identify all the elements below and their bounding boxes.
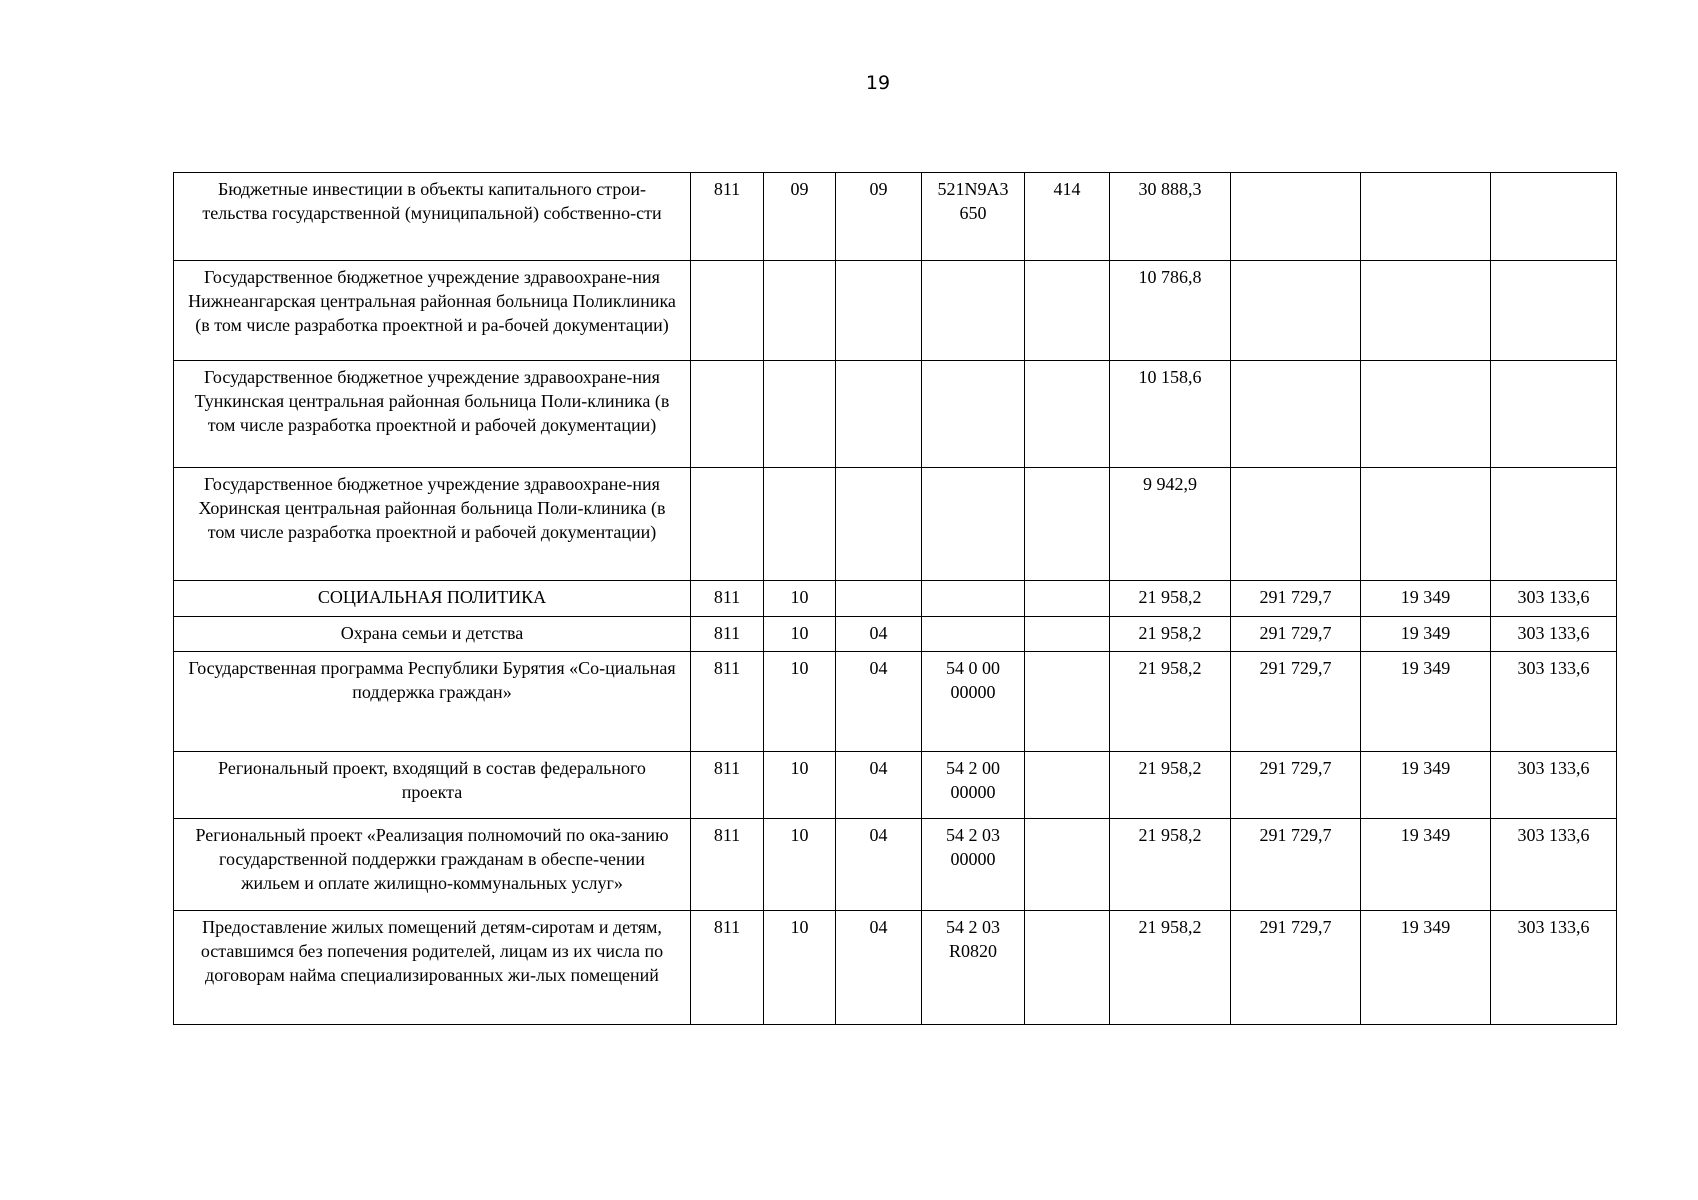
table-body [174,173,1617,1025]
row-name-cell: Предоставление жилых помещений детям-сиротам и детям, оставшимся без попечения родителей, лицам из их числа по договорам найма специализированных жи-лых помещений [174,911,691,1025]
amount-total-cell: 303 133,6 [1491,911,1617,1025]
amount-2022-cell: 10 786,8 [1110,261,1231,361]
amount-total-cell: 303 133,6 [1491,819,1617,911]
amount-total-cell [1491,468,1617,581]
code-subsection-cell: 04 [836,752,922,819]
amount-2023-cell: 291 729,7 [1231,819,1361,911]
amount-2023-cell: 291 729,7 [1231,617,1361,652]
amount-2024-cell [1361,261,1491,361]
amount-2024-cell: 19 349 [1361,911,1491,1025]
table-row [174,173,1617,261]
code-subsection-cell [836,468,922,581]
code-type-cell [1025,617,1110,652]
amount-total-cell [1491,173,1617,261]
amount-2023-cell: 291 729,7 [1231,911,1361,1025]
amount-total-cell: 303 133,6 [1491,752,1617,819]
code-section-cell: 10 [764,911,836,1025]
amount-2023-cell: 291 729,7 [1231,652,1361,752]
row-name-cell: Государственное бюджетное учреждение здравоохране-ния Хоринская центральная районная больница Поли-клиника (в том числе разработка проектной и рабочей документации) [174,468,691,581]
code-target-cell [922,581,1025,617]
table-row [174,819,1617,911]
table-row [174,617,1617,652]
row-name-cell: Государственное бюджетное учреждение здравоохране-ния Нижнеангарская центральная районная больница Поликлиника (в том числе разработка проектной и ра-бочей документации) [174,261,691,361]
row-name-cell: СОЦИАЛЬНАЯ ПОЛИТИКА [174,581,691,617]
amount-total-cell: 303 133,6 [1491,617,1617,652]
code-section-cell: 10 [764,752,836,819]
code-subsection-cell: 09 [836,173,922,261]
code-section-cell: 10 [764,819,836,911]
code-ministry-cell [691,361,764,468]
table-row [174,361,1617,468]
code-ministry-cell: 811 [691,652,764,752]
code-section-cell [764,261,836,361]
code-subsection-cell: 04 [836,819,922,911]
code-subsection-cell: 04 [836,911,922,1025]
amount-2022-cell: 21 958,2 [1110,617,1231,652]
amount-total-cell: 303 133,6 [1491,581,1617,617]
amount-2022-cell: 21 958,2 [1110,911,1231,1025]
amount-total-cell: 303 133,6 [1491,652,1617,752]
amount-2022-cell: 21 958,2 [1110,652,1231,752]
code-target-cell: 54 0 00 00000 [922,652,1025,752]
code-ministry-cell: 811 [691,581,764,617]
code-ministry-cell: 811 [691,819,764,911]
code-section-cell [764,361,836,468]
table-row [174,261,1617,361]
code-type-cell [1025,819,1110,911]
row-name-cell: Региональный проект, входящий в состав федерального проекта [174,752,691,819]
code-type-cell [1025,652,1110,752]
page-number: 19 [865,72,891,94]
table-row [174,581,1617,617]
code-target-cell: 54 2 03 R0820 [922,911,1025,1025]
code-target-cell [922,617,1025,652]
budget-table [173,172,1617,1025]
amount-total-cell [1491,261,1617,361]
code-subsection-cell [836,261,922,361]
table-row [174,468,1617,581]
amount-2023-cell: 291 729,7 [1231,581,1361,617]
code-ministry-cell: 811 [691,617,764,652]
code-type-cell: 414 [1025,173,1110,261]
amount-2024-cell [1361,173,1491,261]
code-target-cell: 54 2 00 00000 [922,752,1025,819]
table-row [174,752,1617,819]
code-ministry-cell: 811 [691,752,764,819]
row-name-cell: Охрана семьи и детства [174,617,691,652]
code-ministry-cell: 811 [691,911,764,1025]
code-target-cell: 521N9A3 650 [922,173,1025,261]
row-name-cell: Бюджетные инвестиции в объекты капитального строи-тельства государственной (муниципальной) собственно-сти [174,173,691,261]
code-type-cell [1025,581,1110,617]
code-type-cell [1025,752,1110,819]
amount-2024-cell: 19 349 [1361,752,1491,819]
row-name-cell: Региональный проект «Реализация полномочий по ока-занию государственной поддержки гражданам в обеспе-чении жильем и оплате жилищно-коммунальных услуг» [174,819,691,911]
amount-total-cell [1491,361,1617,468]
code-ministry-cell [691,261,764,361]
amount-2023-cell [1231,261,1361,361]
code-ministry-cell: 811 [691,173,764,261]
amount-2022-cell: 21 958,2 [1110,752,1231,819]
amount-2023-cell: 291 729,7 [1231,752,1361,819]
code-subsection-cell: 04 [836,617,922,652]
row-name-cell: Государственная программа Республики Бурятия «Со-циальная поддержка граждан» [174,652,691,752]
amount-2023-cell [1231,468,1361,581]
code-section-cell: 10 [764,652,836,752]
amount-2023-cell [1231,361,1361,468]
amount-2024-cell [1361,361,1491,468]
code-type-cell [1025,361,1110,468]
code-target-cell [922,261,1025,361]
code-target-cell [922,468,1025,581]
amount-2024-cell: 19 349 [1361,652,1491,752]
code-subsection-cell: 04 [836,652,922,752]
code-section-cell [764,468,836,581]
amount-2022-cell: 10 158,6 [1110,361,1231,468]
amount-2024-cell: 19 349 [1361,819,1491,911]
row-name-cell: Государственное бюджетное учреждение здравоохране-ния Тункинская центральная районная больница Поли-клиника (в том числе разработка проектной и рабочей документации) [174,361,691,468]
code-type-cell [1025,911,1110,1025]
amount-2022-cell: 21 958,2 [1110,819,1231,911]
amount-2024-cell: 19 349 [1361,617,1491,652]
amount-2024-cell: 19 349 [1361,581,1491,617]
code-section-cell: 10 [764,617,836,652]
code-section-cell: 10 [764,581,836,617]
amount-2024-cell [1361,468,1491,581]
table-row [174,652,1617,752]
amount-2022-cell: 21 958,2 [1110,581,1231,617]
amount-2023-cell [1231,173,1361,261]
amount-2022-cell: 9 942,9 [1110,468,1231,581]
code-section-cell: 09 [764,173,836,261]
code-target-cell [922,361,1025,468]
code-target-cell: 54 2 03 00000 [922,819,1025,911]
table-row [174,911,1617,1025]
code-ministry-cell [691,468,764,581]
code-type-cell [1025,468,1110,581]
code-subsection-cell [836,361,922,468]
amount-2022-cell: 30 888,3 [1110,173,1231,261]
code-subsection-cell [836,581,922,617]
code-type-cell [1025,261,1110,361]
